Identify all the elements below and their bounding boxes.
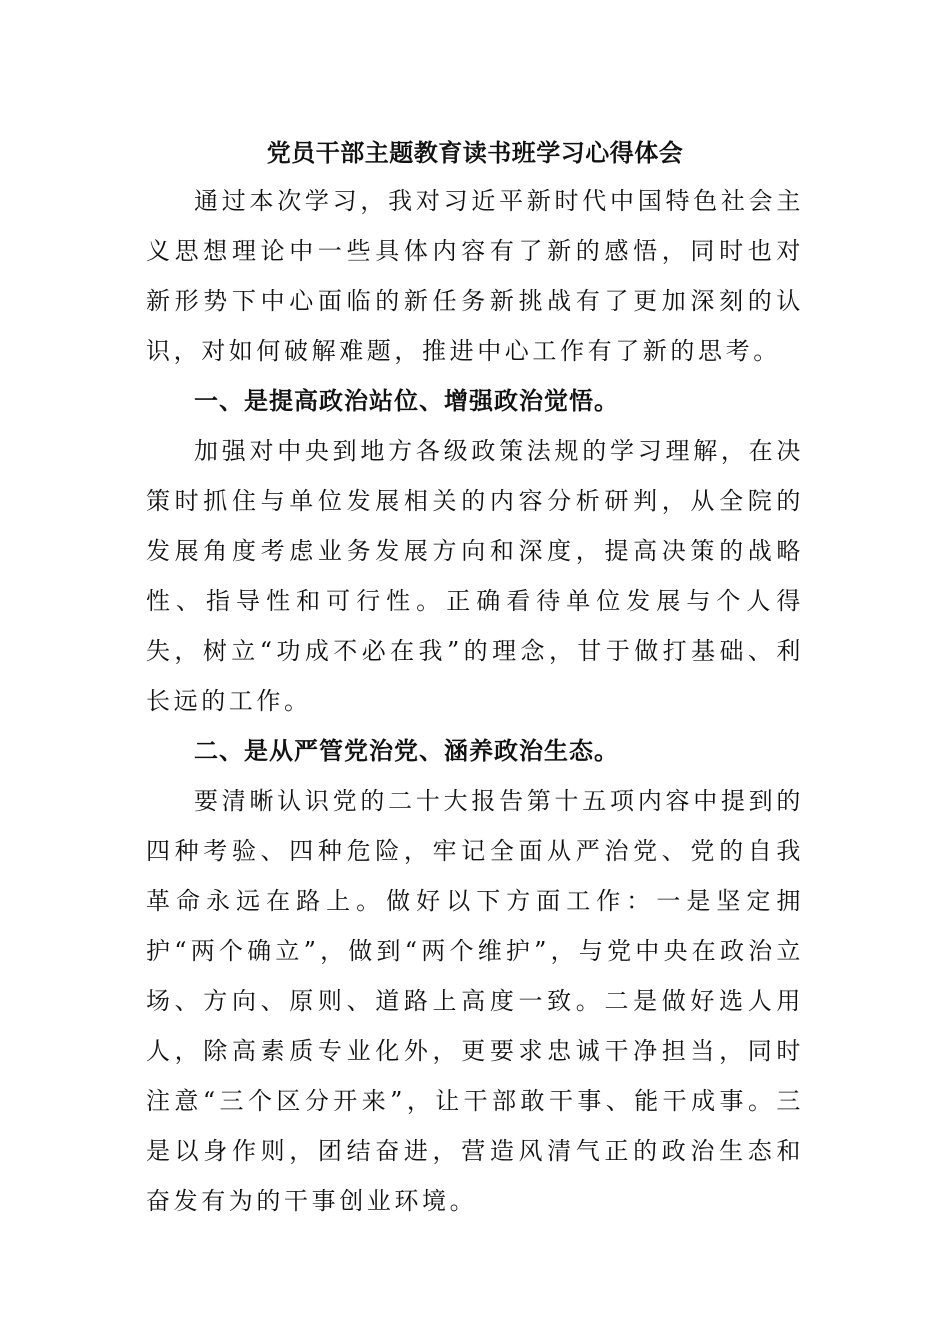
- document-page: [146, 130, 804, 1226]
- section-two: [146, 726, 804, 1226]
- section-body: 加强对中央到地方各级政策法规的学习理解，在决策时抓住与单位发展相关的内容分析研判，从全院的发展角度考虑业务发展方向和深度，提高决策的战略性、指导性和可行性。正确看待单位发展与个人得失，树立“功成不必在我”的理念，甘于做打基础、利长远的工作。: [146, 437, 804, 715]
- intro-paragraph: 通过本次学习，我对习近平新时代中国特色社会主义思想理论中一些具体内容有了新的感悟，同时也对新形势下中心面临的新任务新挑战有了更加深刻的认识，对如何破解难题，推进中心工作有了新的思考。: [146, 187, 804, 365]
- document-title: 党员干部主题教育读书班学习心得体会: [266, 138, 684, 167]
- section-heading: 二、是从严管党治党、涵养政治生态。: [194, 736, 619, 765]
- section-body: 要清晰认识党的二十大报告第十五项内容中提到的四种考验、四种危险，牢记全面从严治党、党的自我革命永远在路上。做好以下方面工作：一是坚定拥护“两个确立”，做到“两个维护”，与党中央在政治立场、方向、原则、道路上高度一致。二是做好选人用人，除高素质专业化外，更要求忠诚干净担当，同时注意“三个区分开来”，让干部敢干事、能干成事。三是以身作则，团结奋进，营造风清气正的政治生态和奋发有为的干事创业环境。: [146, 787, 804, 1215]
- section-heading: 一、是提高政治站位、增强政治觉悟。: [194, 386, 619, 415]
- section-one: [146, 376, 804, 726]
